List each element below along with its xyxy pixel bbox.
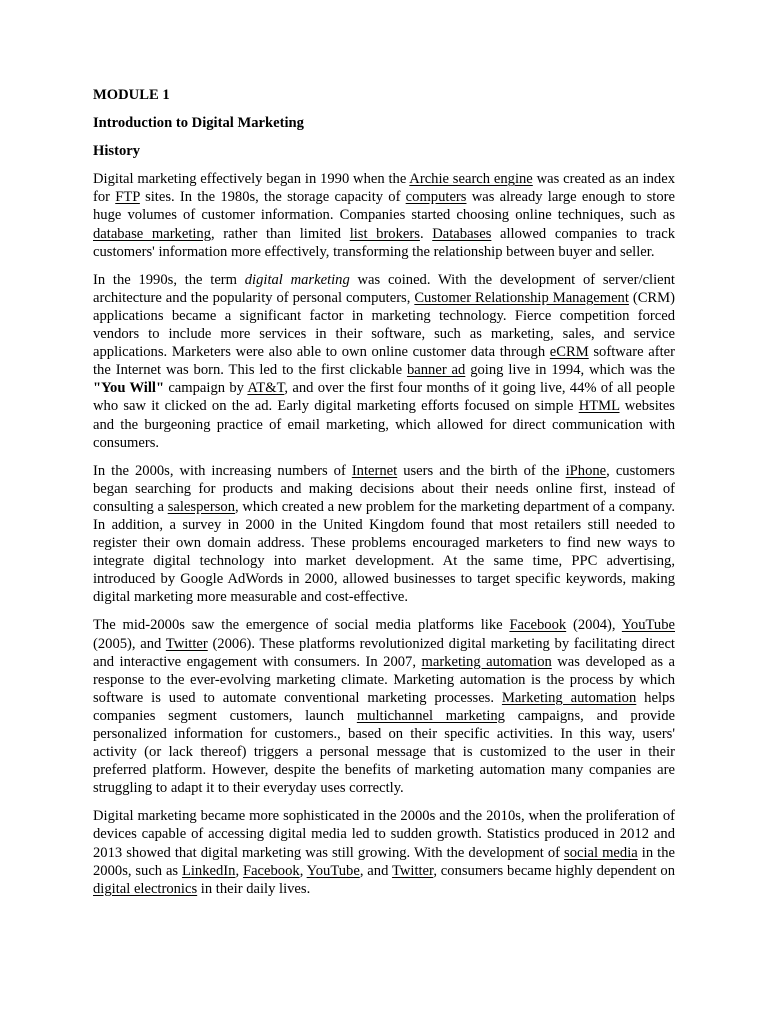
text: software after the Internet was born. This led to the first clickable: [93, 344, 675, 379]
link-marketing-automation[interactable]: marketing automation: [421, 653, 552, 670]
text: going live in 1994, which was the: [465, 362, 675, 379]
link-crm[interactable]: Customer Relationship Management: [414, 289, 629, 306]
text: ,: [299, 862, 307, 879]
text: .: [419, 225, 433, 242]
text: was developed as a response to the ever-evolving marketing climate. Marketing automation is the process by which software is used to automate conventional marketing processes.: [93, 653, 675, 706]
link-multichannel-marketing[interactable]: multichannel marketing: [356, 707, 505, 724]
text: , rather than limited: [211, 225, 350, 242]
emphasis-digital-marketing: digital marketing: [244, 271, 350, 288]
text: sites. In the 1980s, the storage capacity of: [139, 189, 406, 206]
link-archie-search-engine[interactable]: Archie search engine: [409, 171, 533, 188]
link-twitter-2[interactable]: Twitter: [391, 862, 434, 879]
link-marketing-automation-2[interactable]: Marketing automation: [501, 689, 637, 706]
link-iphone[interactable]: iPhone: [565, 462, 607, 479]
text: , and: [359, 862, 392, 879]
link-facebook-2[interactable]: Facebook: [242, 862, 300, 879]
text: was created as an index for: [93, 171, 676, 206]
subsection-title: History: [93, 143, 141, 160]
paragraph-2010s-growth: [93, 807, 675, 897]
text: users and the birth of the: [397, 462, 566, 479]
text: helps companies segment customers, launch: [93, 689, 675, 724]
link-ecrm[interactable]: eCRM: [549, 344, 589, 361]
text: In the 2000s, with increasing numbers of: [93, 462, 352, 479]
link-list-brokers[interactable]: list brokers: [349, 225, 420, 242]
link-salesperson[interactable]: salesperson: [167, 498, 236, 515]
text: (2005), and: [93, 635, 166, 652]
document-page: [93, 86, 675, 908]
link-att[interactable]: AT&T: [247, 380, 285, 397]
paragraph-1990s-origins: [93, 170, 675, 260]
text: websites and the burgeoning practice of email marketing, which allowed for direct communication with consumers.: [93, 398, 675, 451]
link-facebook[interactable]: Facebook: [509, 617, 567, 634]
paragraph-mid-2000s-social: [93, 616, 675, 797]
module-title: MODULE 1: [93, 87, 170, 103]
text: Digital marketing became more sophisticated in the 2000s and the 2010s, when the proliferation of devices capable of accessing digital media led to sudden growth. Statistics produced in 2012 and 2013 showed that digital marketing was still growing. With the development of: [93, 808, 675, 861]
text: Digital marketing effectively began in 1990 when the: [93, 171, 410, 188]
text: , consumers became highly dependent on: [433, 862, 675, 879]
text: , customers began searching for products and making decisions about their needs online first, instead of consulting a: [93, 462, 675, 515]
link-databases[interactable]: Databases: [432, 225, 492, 242]
section-title: Introduction to Digital Marketing: [93, 115, 304, 132]
text: The mid-2000s saw the emergence of social media platforms like: [93, 617, 510, 634]
text: ,: [235, 862, 243, 879]
text: In the 1990s, the term: [93, 271, 245, 288]
link-computers[interactable]: computers: [405, 189, 467, 206]
text: (2004),: [566, 617, 622, 634]
link-youtube-2[interactable]: YouTube: [306, 862, 360, 879]
paragraph-1990s-term: [93, 271, 675, 452]
text: (CRM) applications became a significant factor in marketing technology. Fierce competition forced vendors to include more services in their software, such as marketing, sales, and service applications. Marketers were also able to own online customer data through: [93, 289, 676, 361]
paragraph-2000s-internet: [93, 462, 675, 607]
link-social-media[interactable]: social media: [564, 844, 638, 861]
link-twitter[interactable]: Twitter: [165, 635, 208, 652]
link-linkedin[interactable]: LinkedIn: [181, 862, 236, 879]
bold-you-will: "You Will": [93, 380, 165, 397]
text: campaign by: [164, 380, 248, 397]
text: in their daily lives.: [197, 880, 311, 897]
link-youtube[interactable]: YouTube: [621, 617, 675, 634]
text: was coined. With the development of server/client architecture and the popularity of personal computers,: [93, 271, 675, 306]
link-digital-electronics[interactable]: digital electronics: [93, 880, 198, 897]
link-ftp[interactable]: FTP: [115, 189, 140, 206]
link-internet[interactable]: Internet: [351, 462, 398, 479]
text: , which created a new problem for the marketing department of a company. In addition, a survey in 2000 in the United Kingdom found that most retailers still needed to register their own domain address. These problems encouraged marketers to find new ways to integrate digital technology into market development. At the same time, PPC advertising, introduced by Google AdWords in 2000, allowed businesses to target specific keywords, making digital marketing more measurable and cost-effective.: [93, 498, 675, 606]
link-database-marketing[interactable]: database marketing: [93, 225, 212, 242]
text: was already large enough to store huge volumes of customer information. Companies started choosing online techniques, such as: [93, 189, 676, 224]
link-html[interactable]: HTML: [578, 398, 620, 415]
text: in the 2000s, such as: [93, 844, 675, 879]
text: campaigns, and provide personalized information for customers., based on their specific activities. In this way, users' activity (or lack thereof) triggers a personal message that is customized to the user in their preferred platform. However, despite the benefits of marketing automation many companies are struggling to adapt it to their everyday uses correctly.: [93, 707, 676, 797]
link-banner-ad[interactable]: banner ad: [406, 362, 466, 379]
text: , and over the first four months of it going live, 44% of all people who saw it clicked on the ad. Early digital marketing efforts focused on simple: [93, 380, 675, 415]
text: allowed companies to track customers' information more effectively, transforming the relationship between buyer and seller.: [93, 225, 676, 260]
text: (2006). These platforms revolutionized digital marketing by facilitating direct and interactive engagement with consumers. In 2007,: [93, 635, 675, 670]
